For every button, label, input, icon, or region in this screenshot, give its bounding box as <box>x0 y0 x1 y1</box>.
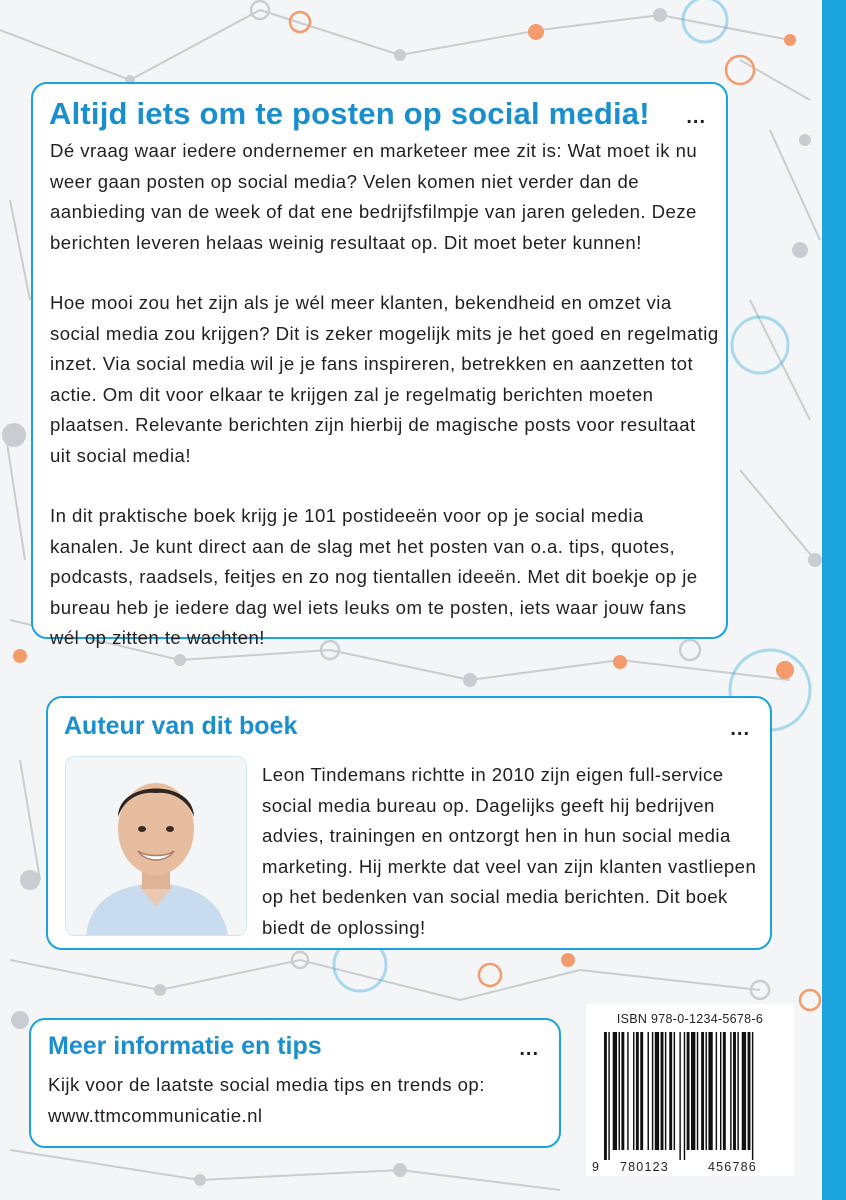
intro-more-dots: ... <box>686 106 706 128</box>
intro-panel <box>31 82 728 648</box>
info-line: Kijk voor de laatste social media tips en trends op: <box>48 1074 485 1095</box>
author-title: Auteur van dit boek <box>64 712 298 740</box>
barcode-bar <box>701 1032 704 1150</box>
info-more-dots: ... <box>519 1038 539 1060</box>
barcode-bars <box>586 1032 794 1160</box>
author-photo <box>65 756 247 936</box>
barcode-bar <box>679 1032 680 1160</box>
barcode-bar <box>608 1032 609 1160</box>
barcode-lead-digit: 9 <box>592 1160 601 1174</box>
intro-paragraph-2: Hoe mooi zou het zijn als je wél meer klanten, bekendheid en omzet via social media zou krijgen? Dit is zeker mogelijk mits je het goed en regelmatig inzet. Via social media wil je je fans inspireren, betrekken en aanzetten tot actie. Om dit voor elkaar te krijgen zal je regelmatig berichten moeten plaatsen. Relevante berichten zijn hierbij de magische posts voor resultaat uit social media! <box>50 292 719 466</box>
barcode-bar <box>720 1032 721 1150</box>
barcode-bar <box>655 1032 659 1150</box>
intro-body <box>50 136 720 654</box>
info-panel <box>29 1018 561 1148</box>
barcode-bar <box>613 1032 617 1150</box>
barcode-bar <box>661 1032 664 1150</box>
intro-paragraph-1: Dé vraag waar iedere ondernemer en marketeer mee zit is: Wat moet ik nu weer gaan posten op social media? Velen komen niet verder dan de aanbieding van de week of dat ene bedrijfsfilmpje van jaren geleden. Deze berichten leveren helaas weinig resultaat op. Dit moet beter kunnen! <box>50 140 698 253</box>
barcode-bar <box>652 1032 653 1150</box>
info-url: www.ttmcommunicatie.nl <box>48 1104 263 1126</box>
barcode-bar <box>752 1032 753 1160</box>
barcode-bar <box>706 1032 707 1150</box>
barcode-bar <box>684 1032 685 1160</box>
barcode-digits-right: 456786 <box>708 1160 757 1174</box>
barcode-bar <box>604 1032 607 1160</box>
barcode-bar <box>687 1032 690 1150</box>
barcode-bar <box>730 1032 731 1150</box>
barcode-bar <box>737 1032 738 1150</box>
barcode-bar <box>691 1032 695 1150</box>
barcode-bar <box>733 1032 736 1150</box>
barcode-bar <box>669 1032 672 1150</box>
author-more-dots: ... <box>730 718 750 740</box>
isbn-barcode <box>586 1004 794 1176</box>
author-bio-block <box>262 760 762 943</box>
barcode-bar <box>621 1032 624 1150</box>
barcode-bar <box>716 1032 717 1150</box>
barcode-bar <box>697 1032 698 1150</box>
barcode-bar <box>636 1032 639 1150</box>
barcode-bar <box>648 1032 649 1150</box>
intro-title: Altijd iets om te posten op social media! <box>49 96 650 131</box>
barcode-bar <box>665 1032 666 1150</box>
barcode-bar <box>742 1032 746 1150</box>
intro-paragraph-3: In dit praktische boek krijg je 101 postideeën voor op je social media kanalen. Je kunt direct aan de slag met het posten van o.a. tips, quotes, podcasts, raadsels, feitjes en zo nog tientallen ideeën. Met dit boekje op je bureau heb je iedere dag wel iets leuks om te posten, iets waar jouw fans wél op zitten te wachten! <box>50 505 698 648</box>
barcode-bar <box>627 1032 628 1150</box>
info-title: Meer informatie en tips <box>48 1032 322 1060</box>
barcode-bar <box>748 1032 751 1150</box>
author-bio: Leon Tindemans richtte in 2010 zijn eigen full-service social media bureau op. Dagelijks geeft hij bedrijven advies, trainingen en ontzorgt hen in hun social media marketing. Hij merkte dat veel van zijn klanten vastliepen op het bedenken van social media berichten. Dit boek biedt de oplossing! <box>262 764 757 938</box>
barcode-bar <box>640 1032 643 1150</box>
author-panel <box>46 696 772 950</box>
barcode-bar <box>619 1032 620 1150</box>
barcode-bar <box>633 1032 634 1150</box>
barcode-digits-left: 780123 <box>620 1160 669 1174</box>
book-spine-strip <box>822 0 846 1200</box>
barcode-bar <box>674 1032 675 1150</box>
barcode-bar <box>723 1032 726 1150</box>
barcode-bar <box>708 1032 712 1150</box>
info-body <box>48 1070 558 1131</box>
isbn-label: ISBN 978-0-1234-5678-6 <box>616 1012 764 1026</box>
author-portrait-illustration <box>66 757 246 935</box>
